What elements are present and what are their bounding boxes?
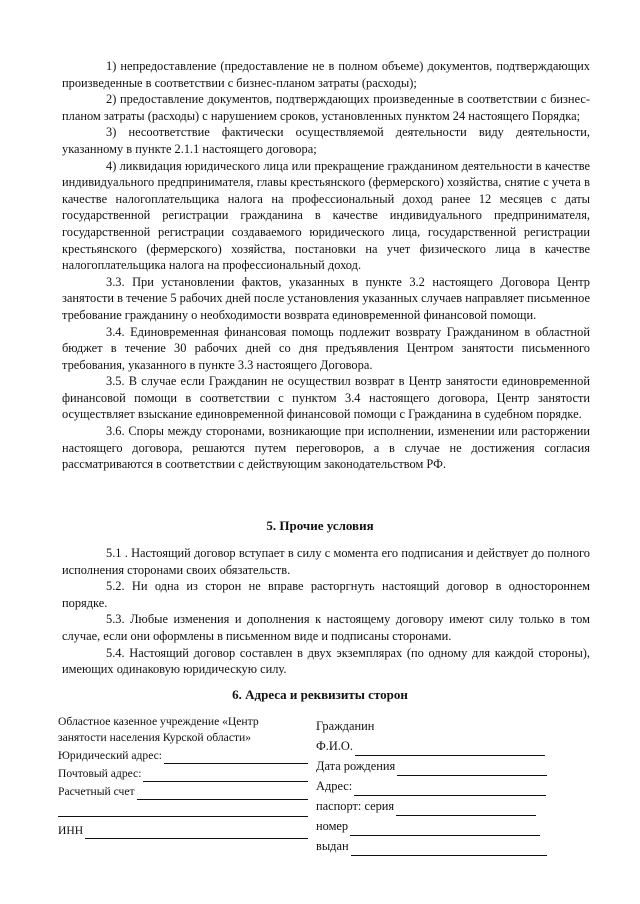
legal-address-row — [58, 748, 308, 764]
clause-3-6: 3.6. Споры между сторонами, возникающие при исполнении, изменении или расторжении настоящего договора, решаются путем переговоров, а в случае не достижения согласия рассматриваются в соответствии с действующим законодательством РФ. — [62, 424, 590, 472]
birth-date-row — [316, 756, 586, 776]
citizen-label: Гражданин — [316, 719, 375, 733]
clause-5-4: 5.4. Настоящий договор составлен в двух экземплярах (по одному для каждой стороны), имеющих одинаковую юридическую силу. — [62, 645, 590, 677]
citizen-requisites — [316, 716, 586, 856]
passport-series-row — [316, 796, 586, 816]
legal-address-label: Юридический адрес: — [58, 749, 163, 762]
fio-row — [316, 736, 586, 756]
citizen-address-label: Адрес: — [316, 779, 353, 793]
citizen-address-row — [316, 776, 586, 796]
inn-label: ИНН — [58, 824, 84, 837]
account-line — [137, 789, 308, 800]
postal-address-row — [58, 766, 308, 782]
legal-address-line — [164, 753, 308, 764]
clause-5-2: 5.2. Ни одна из сторон не вправе расторгнуть настоящий договор в одностороннем порядке. — [62, 579, 590, 610]
clause-3-4: 3.4. Единовременная финансовая помощь подлежит возврату Гражданином в областной бюджет в течение 30 рабочих дней со дня предъявления Центром занятости письменного требования, указанного в пункте 3.3 настоящего Договора. — [62, 324, 590, 372]
passport-series-label: паспорт: серия — [316, 799, 395, 813]
clause-5-1: 5.1 . Настоящий договор вступает в силу с момента его подписания и действует до полного исполнения сторонами своих обязательств. — [62, 546, 590, 577]
clause-3-2-item-2: 2) предоставление документов, подтверждающих произведенные в соответствии с бизнес-планом затраты (расходы) с нарушением сроков, установленных пунктом 24 настоящего Порядка; — [62, 92, 590, 123]
clause-5-3: 5.3. Любые изменения и дополнения к настоящему договору имеют силу только в том случае, если они оформлены в письменном виде и подписаны сторонами. — [62, 612, 590, 643]
postal-address-label: Почтовый адрес: — [58, 767, 142, 780]
account-label: Расчетный счет — [58, 785, 135, 798]
fio-label: Ф.И.О. — [316, 739, 353, 753]
account-row — [58, 784, 308, 800]
section-5 — [62, 545, 590, 678]
passport-issued-line — [351, 845, 547, 856]
clause-3-2-item-1: 1) непредоставление (предоставление не в полном объеме) документов, подтверждающих произведенные в соответствии с бизнес-планом затраты (расходы); — [62, 59, 590, 90]
inn-line — [85, 828, 308, 839]
postal-address-line — [143, 771, 308, 782]
blank-line — [58, 806, 308, 817]
clause-3-3: 3.3. При установлении фактов, указанных в пункте 3.2 настоящего Договора Центр занятости в течение 5 рабочих дней после установления указанных случаев направляет письменное требование гражданину о необходимости возврата единовременной финансовой помощи. — [62, 274, 590, 322]
birth-date-line — [397, 765, 547, 776]
inn-row — [58, 823, 308, 839]
clause-3-2-item-3: 3) несоответствие фактически осуществляемой деятельности виду деятельности, указанному в пункте 2.1.1 настоящего договора; — [62, 125, 590, 156]
section-5-title: 5. Прочие условия — [266, 518, 374, 533]
birth-date-label: Дата рождения — [316, 759, 396, 773]
fio-line — [355, 745, 545, 756]
passport-series-line — [396, 805, 536, 816]
citizen-address-line — [354, 785, 546, 796]
passport-number-line — [350, 825, 540, 836]
employment-center-name: Областное казенное учреждение «Центр занятости населения Курской области» — [58, 715, 259, 744]
passport-issued-label: выдан — [316, 839, 349, 853]
clause-3-2-item-4: 4) ликвидация юридического лица или прекращение гражданином деятельности в качестве индивидуального предпринимателя, главы крестьянского (фермерского) хозяйства, снятие с учета в качестве налогоплательщика налога на профессиональный доход ранее 12 месяцев с даты государственной регистрации гражданина в качестве индивидуального предпринимателя, государственной регистрации создаваемого юридического лица, государственной регистрации крестьянского (фермерского) хозяйства, постановки на учет физического лица в качестве налогоплательщика налога на профессиональный доход. — [62, 158, 590, 273]
clause-3-5: 3.5. В случае если Гражданин не осуществил возврат в Центр занятости единовременной финансовой помощи в соответствии с пунктом 3.4 настоящего договора, Центр занятости осуществляет взыскание единовременной финансовой помощи с Гражданина в судебном порядке. — [62, 374, 590, 422]
section-6-title: 6. Адреса и реквизиты сторон — [232, 687, 408, 702]
section-3-continued — [62, 58, 590, 473]
employment-center-requisites — [58, 714, 308, 839]
passport-number-row — [316, 816, 586, 836]
passport-number-label: номер — [316, 819, 349, 833]
passport-issued-row — [316, 836, 586, 856]
